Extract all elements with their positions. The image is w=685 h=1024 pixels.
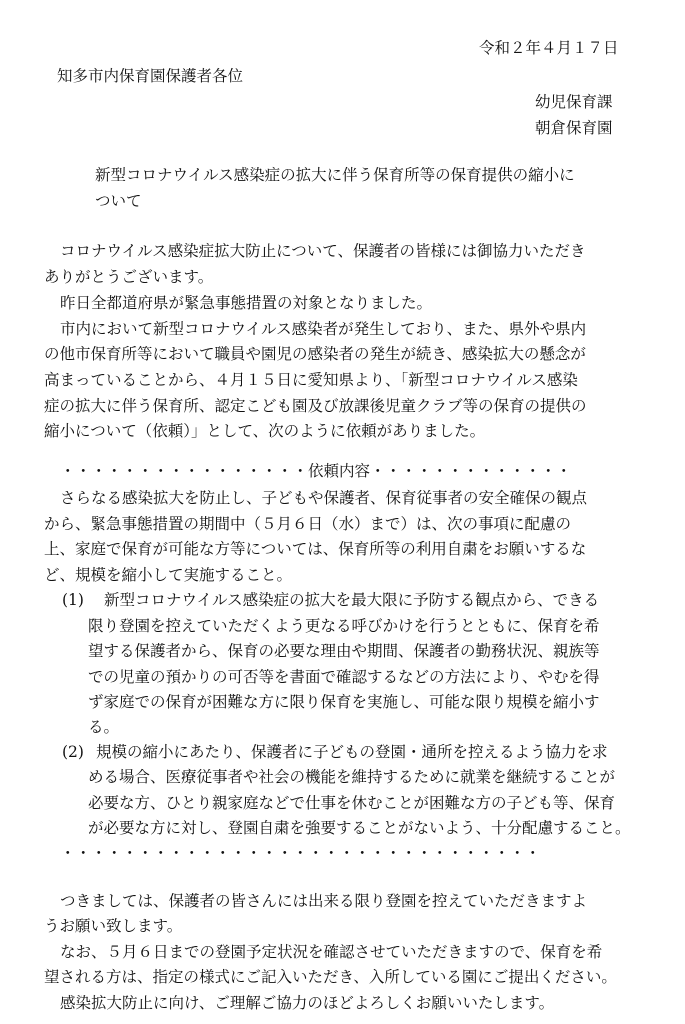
item-2-line-4: が必要な方に対し、登園自粛を強要することがないよう、十分配慮すること。 xyxy=(88,819,631,837)
sender-school: 朝倉保育園 xyxy=(535,119,613,137)
document-title-line-1: 新型コロナウイルス感染症の拡大に伴う保育所等の保育提供の縮小に xyxy=(95,166,575,184)
document-date: 令和２年４月１７日 xyxy=(479,39,619,57)
intro-p2: 昨日全都道府県が緊急事態措置の対象となりました。 xyxy=(60,294,433,312)
intro-p3-line-4: 症の拡大に伴う保育所、認定こども園及び放課後児童クラブ等の保育の提供の xyxy=(44,397,587,415)
recipient-line: 知多市内保育園保護者各位 xyxy=(57,67,244,85)
item-2-line-2: める場合、医療従事者や社会の機能を維持するために就業を継続することが xyxy=(88,768,616,786)
intro-p3-line-2: の他市保育所等において職員や園児の感染者の発生が続き、感染拡大の懸念が xyxy=(44,345,586,363)
item-1-number: (1) xyxy=(62,591,84,609)
closing-p2-line-2: 望される方は、指定の様式にご記入いただき、入所している園にご提出ください。 xyxy=(44,968,617,986)
request-line-2: から、緊急事態措置の期間中（５月６日（水）まで）は、次の事項に配慮の xyxy=(44,515,572,533)
item-1-line-5: ず家庭での保育が困難な方に限り保育を実施し、可能な限り規模を縮小す xyxy=(88,693,600,711)
request-line-4: ど、規模を縮小して実施すること。 xyxy=(44,566,293,584)
item-1-line-6: る。 xyxy=(88,718,120,736)
closing-p1-line-1: つきましては、保護者の皆さんには出来る限り登園を控えていただきますよ xyxy=(60,892,588,910)
request-line-1: さらなる感染拡大を防止し、子どもや保護者、保育従事者の安全確保の観点 xyxy=(60,489,588,507)
closing-p2-line-1: なお、５月６日までの登園予定状況を確認させていただきますので、保育を希 xyxy=(60,943,603,961)
intro-p3-line-3: 高まっていることから、４月１５日に愛知県より、「新型コロナウイルス感染 xyxy=(44,371,578,389)
intro-p3-line-5: 縮小について（依頼）」として、次のように依頼がありました。 xyxy=(44,422,486,440)
closing-p1-line-2: うお願い致します。 xyxy=(44,917,183,935)
item-1-line-3: 望する保護者から、保育の必要な理由や期間、保護者の勤務状況、親族等 xyxy=(88,642,600,660)
item-2-line-3: 必要な方、ひとり親家庭などで仕事を休むことが困難な方の子ども等、保育 xyxy=(88,794,616,812)
intro-p3-line-1: 市内において新型コロナウイルス感染者が発生しており、また、県外や県内 xyxy=(60,320,587,338)
intro-p1-line-1: コロナウイルス感染症拡大防止について、保護者の皆様には御協力いただき xyxy=(60,242,586,260)
intro-p1-line-2: ありがとうございます。 xyxy=(44,268,214,286)
closing-p3: 感染拡大防止に向け、ご理解ご協力のほどよろしくお願いいたします。 xyxy=(60,994,555,1012)
request-line-3: 上、家庭で保育が可能な方等については、保育所等の利用自粛をお願いするな xyxy=(44,540,587,558)
item-1-line-4: での児童の預かりの可否等を書面で確認するなどの方法により、やむを得 xyxy=(88,668,600,686)
item-2-number: (2) xyxy=(62,743,84,761)
request-divider-bottom: ・・・・・・・・・・・・・・・・・・・・・・・・・・・・・・・ xyxy=(60,844,541,862)
sender-department: 幼児保育課 xyxy=(535,93,613,111)
item-1-line-1: 新型コロナウイルス感染症の拡大を最大限に予防する観点から、できる xyxy=(104,591,600,609)
item-2-line-1: 規模の縮小にあたり、保護者に子どもの登園・通所を控えるよう協力を求 xyxy=(96,743,608,761)
request-divider-top: ・・・・・・・・・・・・・・・・依頼内容・・・・・・・・・・・・・ xyxy=(60,462,572,480)
document-title-line-2: ついて xyxy=(95,192,142,210)
item-1-line-2: 限り登園を控えていただくよう更なる呼びかけを行うとともに、保育を希 xyxy=(88,617,600,635)
